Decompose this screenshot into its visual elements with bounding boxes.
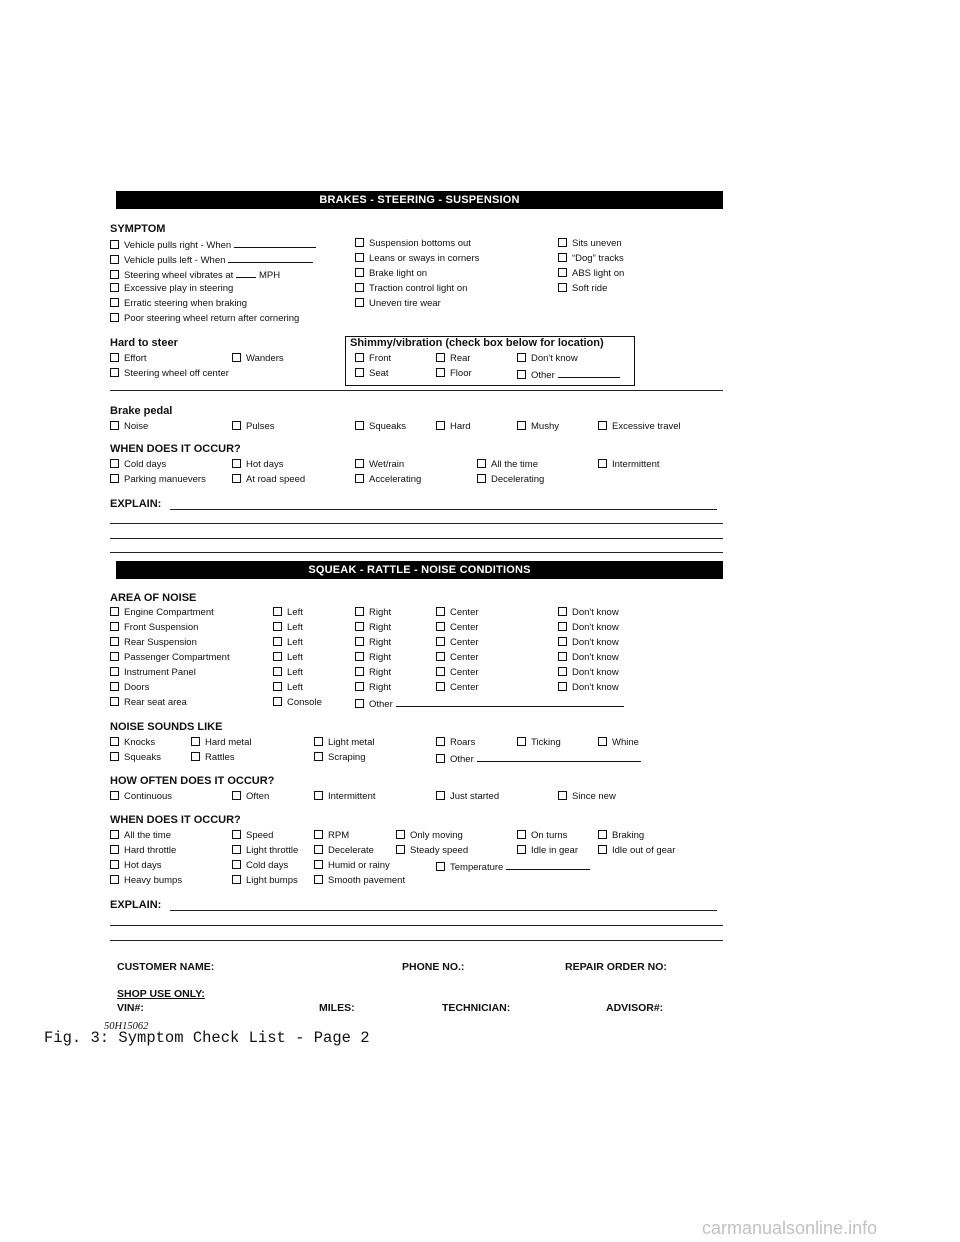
explain-line[interactable] (110, 523, 723, 524)
advisor-label: ADVISOR#: (606, 1002, 664, 1014)
check-item: Since new (558, 791, 616, 803)
symptom-item: Steering wheel vibrates at MPH (110, 268, 280, 282)
checkbox[interactable] (314, 830, 323, 839)
checkbox[interactable] (558, 791, 567, 800)
checkbox[interactable] (110, 652, 119, 661)
when2-heading: WHEN DOES IT OCCUR? (110, 814, 241, 826)
area-item: Rear Suspension (110, 637, 197, 649)
figure-caption: Fig. 3: Symptom Check List - Page 2 (44, 1029, 370, 1047)
check-item: Don't know (558, 637, 619, 649)
check-item: At road speed (232, 474, 305, 486)
area-item: Engine Compartment (110, 607, 214, 619)
checkbox[interactable] (396, 830, 405, 839)
check-item: Decelerate (314, 845, 374, 857)
checkbox[interactable] (517, 370, 526, 379)
area-item: Instrument Panel (110, 667, 196, 679)
checkbox[interactable] (355, 283, 364, 292)
checkbox[interactable] (110, 667, 119, 676)
check-item: RPM (314, 830, 349, 842)
checkbox[interactable] (273, 637, 282, 646)
symptom-item: Vehicle pulls left - When (110, 253, 313, 267)
checkbox[interactable] (110, 622, 119, 631)
checkbox[interactable] (314, 791, 323, 800)
divider (110, 390, 723, 391)
checkbox[interactable] (314, 860, 323, 869)
check-item: Front (355, 353, 391, 365)
checkbox[interactable] (558, 667, 567, 676)
explain-line[interactable] (110, 940, 723, 941)
section-header-noise: SQUEAK - RATTLE - NOISE CONDITIONS (116, 561, 723, 579)
explain-line[interactable] (110, 552, 723, 553)
checkbox[interactable] (232, 474, 241, 483)
checkbox[interactable] (110, 752, 119, 761)
checkbox[interactable] (273, 607, 282, 616)
checkbox[interactable] (355, 474, 364, 483)
checkbox[interactable] (355, 238, 364, 247)
checkbox[interactable] (558, 637, 567, 646)
check-item: Idle in gear (517, 845, 578, 857)
check-item: Just started (436, 791, 499, 803)
checkbox[interactable] (355, 699, 364, 708)
check-item: Right (355, 622, 391, 634)
checkbox[interactable] (273, 697, 282, 706)
checkbox[interactable] (517, 830, 526, 839)
checkbox[interactable] (436, 682, 445, 691)
check-item: Right (355, 637, 391, 649)
checkbox[interactable] (558, 268, 567, 277)
check-item: Hard throttle (110, 845, 176, 857)
check-item: Center (436, 607, 479, 619)
phone-label: PHONE NO.: (402, 961, 465, 973)
checkbox[interactable] (110, 298, 119, 307)
check-item: Rear (436, 353, 471, 365)
check-item: Whine (598, 737, 639, 749)
checkbox[interactable] (558, 682, 567, 691)
check-item: Temperature (436, 860, 590, 874)
symptom-item: Brake light on (355, 268, 427, 280)
explain-line[interactable] (110, 925, 723, 926)
check-item: Hot days (232, 459, 284, 471)
checkbox[interactable] (396, 845, 405, 854)
check-item: Pulses (232, 421, 275, 433)
checkbox[interactable] (517, 845, 526, 854)
check-item: Center (436, 682, 479, 694)
checkbox[interactable] (436, 368, 445, 377)
checkbox[interactable] (110, 791, 119, 800)
checkbox[interactable] (110, 283, 119, 292)
checkbox[interactable] (436, 737, 445, 746)
shop-use-label: SHOP USE ONLY: (117, 988, 205, 1000)
area-item: Rear seat area (110, 697, 187, 709)
checkbox[interactable] (110, 368, 119, 377)
checkbox[interactable] (314, 737, 323, 746)
checkbox[interactable] (314, 845, 323, 854)
checkbox[interactable] (232, 845, 241, 854)
check-item: Console (273, 697, 322, 709)
checkbox[interactable] (273, 622, 282, 631)
check-item: Often (232, 791, 269, 803)
check-item: Heavy bumps (110, 875, 182, 887)
check-item: Right (355, 682, 391, 694)
checkbox[interactable] (598, 459, 607, 468)
shimmy-heading: Shimmy/vibration (check box below for location) (350, 337, 604, 349)
checkbox[interactable] (436, 353, 445, 362)
section-header-brakes: BRAKES - STEERING - SUSPENSION (116, 191, 723, 209)
symptom-item: Traction control light on (355, 283, 467, 295)
checkbox[interactable] (436, 622, 445, 631)
checkbox[interactable] (598, 421, 607, 430)
often-heading: HOW OFTEN DOES IT OCCUR? (110, 775, 275, 787)
when-heading: WHEN DOES IT OCCUR? (110, 443, 241, 455)
check-item: Noise (110, 421, 148, 433)
check-item: Parking manuevers (110, 474, 206, 486)
check-item: Steering wheel off center (110, 368, 229, 380)
checkbox[interactable] (436, 754, 445, 763)
area-item: Doors (110, 682, 149, 694)
check-item: Seat (355, 368, 389, 380)
customer-name-label: CUSTOMER NAME: (117, 961, 215, 973)
checkbox[interactable] (110, 875, 119, 884)
checkbox[interactable] (232, 459, 241, 468)
checkbox[interactable] (110, 682, 119, 691)
check-item: Wet/rain (355, 459, 404, 471)
checkbox[interactable] (110, 421, 119, 430)
check-item: Other (436, 752, 641, 766)
checkbox[interactable] (355, 268, 364, 277)
checkbox[interactable] (110, 737, 119, 746)
check-item: Hot days (110, 860, 162, 872)
check-item: Accelerating (355, 474, 421, 486)
checkbox[interactable] (110, 459, 119, 468)
checkbox[interactable] (436, 791, 445, 800)
check-item: Hard (436, 421, 471, 433)
checkbox[interactable] (355, 459, 364, 468)
checkbox[interactable] (355, 637, 364, 646)
check-item: Hard metal (191, 737, 251, 749)
checkbox[interactable] (436, 652, 445, 661)
checkbox[interactable] (110, 697, 119, 706)
checkbox[interactable] (558, 607, 567, 616)
check-item: Speed (232, 830, 273, 842)
checkbox[interactable] (355, 667, 364, 676)
symptom-item: Sits uneven (558, 238, 622, 250)
check-item: Only moving (396, 830, 463, 842)
checkbox[interactable] (110, 830, 119, 839)
check-item: Rattles (191, 752, 235, 764)
check-item: Left (273, 682, 303, 694)
check-item: Steady speed (396, 845, 468, 857)
check-item: Don't know (558, 667, 619, 679)
symptom-item: Erratic steering when braking (110, 298, 247, 310)
checkbox[interactable] (232, 830, 241, 839)
checkbox[interactable] (232, 875, 241, 884)
checkbox[interactable] (232, 791, 241, 800)
area-item: Front Suspension (110, 622, 198, 634)
checkbox[interactable] (355, 421, 364, 430)
check-item: Right (355, 652, 391, 664)
checkbox[interactable] (110, 353, 119, 362)
check-item: Center (436, 652, 479, 664)
checkbox[interactable] (110, 313, 119, 322)
symptom-item: Suspension bottoms out (355, 238, 471, 250)
check-item: On turns (517, 830, 567, 842)
check-item: Left (273, 637, 303, 649)
checkbox[interactable] (517, 737, 526, 746)
checkbox[interactable] (110, 860, 119, 869)
checkbox[interactable] (558, 253, 567, 262)
technician-label: TECHNICIAN: (442, 1002, 511, 1014)
checkbox[interactable] (273, 682, 282, 691)
watermark: carmanualsonline.info (702, 1218, 878, 1238)
check-item: Left (273, 652, 303, 664)
checkbox[interactable] (558, 283, 567, 292)
checkbox[interactable] (355, 298, 364, 307)
check-item: Roars (436, 737, 475, 749)
checkbox[interactable] (232, 860, 241, 869)
explain-line[interactable] (110, 538, 723, 539)
checkbox[interactable] (355, 353, 364, 362)
check-item: Cold days (232, 860, 288, 872)
figure-code: 50H15062 (104, 1021, 149, 1032)
check-item: Other (517, 368, 620, 382)
area-item: Passenger Compartment (110, 652, 230, 664)
checkbox[interactable] (110, 637, 119, 646)
repair-order-label: REPAIR ORDER NO: (565, 961, 667, 973)
check-item: Don't know (558, 607, 619, 619)
checkbox[interactable] (477, 459, 486, 468)
checkbox[interactable] (558, 622, 567, 631)
check-item: Braking (598, 830, 644, 842)
checkbox[interactable] (598, 845, 607, 854)
check-item: Left (273, 622, 303, 634)
check-item: Center (436, 637, 479, 649)
checkbox[interactable] (110, 607, 119, 616)
check-item: All the time (477, 459, 538, 471)
checkbox[interactable] (191, 752, 200, 761)
checkbox[interactable] (232, 353, 241, 362)
check-item: Excessive travel (598, 421, 681, 433)
checkbox[interactable] (436, 667, 445, 676)
symptom-item: “Dog” tracks (558, 253, 624, 265)
checkbox[interactable] (517, 353, 526, 362)
checkbox[interactable] (314, 752, 323, 761)
checkbox[interactable] (558, 652, 567, 661)
check-item: Continuous (110, 791, 172, 803)
check-item: Intermittent (314, 791, 376, 803)
explain-line[interactable] (170, 910, 717, 911)
sounds-heading: NOISE SOUNDS LIKE (110, 721, 223, 733)
symptom-item: Soft ride (558, 283, 607, 295)
checkbox[interactable] (355, 622, 364, 631)
checkbox[interactable] (355, 607, 364, 616)
checkbox[interactable] (477, 474, 486, 483)
check-item: Right (355, 667, 391, 679)
symptom-heading: SYMPTOM (110, 223, 166, 235)
checkbox[interactable] (355, 652, 364, 661)
check-item: Knocks (110, 737, 155, 749)
explain2-label: EXPLAIN: (110, 899, 162, 911)
explain-line[interactable] (170, 509, 717, 510)
checkbox[interactable] (598, 737, 607, 746)
symptom-item: Uneven tire wear (355, 298, 441, 310)
symptom-item: Leans or sways in corners (355, 253, 479, 265)
check-item: Humid or rainy (314, 860, 390, 872)
checkbox[interactable] (110, 255, 119, 264)
check-item: Don't know (517, 353, 578, 365)
check-item: Left (273, 607, 303, 619)
check-item: Smooth pavement (314, 875, 405, 887)
check-item: Idle out of gear (598, 845, 675, 857)
symptom-item: Vehicle pulls right - When (110, 238, 316, 252)
check-item: Intermittent (598, 459, 660, 471)
check-item: Don't know (558, 682, 619, 694)
checkbox[interactable] (314, 875, 323, 884)
brake-pedal-heading: Brake pedal (110, 405, 173, 417)
checkbox[interactable] (598, 830, 607, 839)
check-item: Light bumps (232, 875, 298, 887)
checkbox[interactable] (110, 845, 119, 854)
checkbox[interactable] (191, 737, 200, 746)
check-item: Ticking (517, 737, 561, 749)
checkbox[interactable] (436, 607, 445, 616)
check-item: Effort (110, 353, 147, 365)
checkbox[interactable] (273, 667, 282, 676)
check-item: Don't know (558, 652, 619, 664)
check-item: Cold days (110, 459, 166, 471)
check-item: All the time (110, 830, 171, 842)
check-item: Floor (436, 368, 472, 380)
miles-label: MILES: (319, 1002, 355, 1014)
checkbox[interactable] (110, 474, 119, 483)
checkbox[interactable] (517, 421, 526, 430)
checkbox[interactable] (355, 253, 364, 262)
checkbox[interactable] (232, 421, 241, 430)
area-heading: AREA OF NOISE (110, 592, 197, 604)
explain-label: EXPLAIN: (110, 498, 162, 510)
hard-to-steer-heading: Hard to steer (110, 337, 178, 349)
checkbox[interactable] (273, 652, 282, 661)
check-item: Mushy (517, 421, 559, 433)
symptom-item: Poor steering wheel return after cornering (110, 313, 299, 325)
symptom-item: Excessive play in steering (110, 283, 233, 295)
check-item: Don't know (558, 622, 619, 634)
check-item: Light metal (314, 737, 374, 749)
check-item: Center (436, 622, 479, 634)
check-item: Center (436, 667, 479, 679)
check-item: Right (355, 607, 391, 619)
checkbox[interactable] (558, 238, 567, 247)
symptom-item: ABS light on (558, 268, 624, 280)
check-item: Scraping (314, 752, 366, 764)
check-item: Squeaks (110, 752, 161, 764)
checkbox[interactable] (436, 862, 445, 871)
check-item: Decelerating (477, 474, 544, 486)
checkbox[interactable] (355, 682, 364, 691)
checkbox[interactable] (110, 240, 119, 249)
check-item: Other (355, 697, 624, 711)
checkbox[interactable] (355, 368, 364, 377)
vin-label: VIN#: (117, 1002, 144, 1014)
check-item: Wanders (232, 353, 284, 365)
checkbox[interactable] (110, 270, 119, 279)
check-item: Light throttle (232, 845, 298, 857)
checkbox[interactable] (436, 637, 445, 646)
checkbox[interactable] (436, 421, 445, 430)
check-item: Squeaks (355, 421, 406, 433)
check-item: Left (273, 667, 303, 679)
